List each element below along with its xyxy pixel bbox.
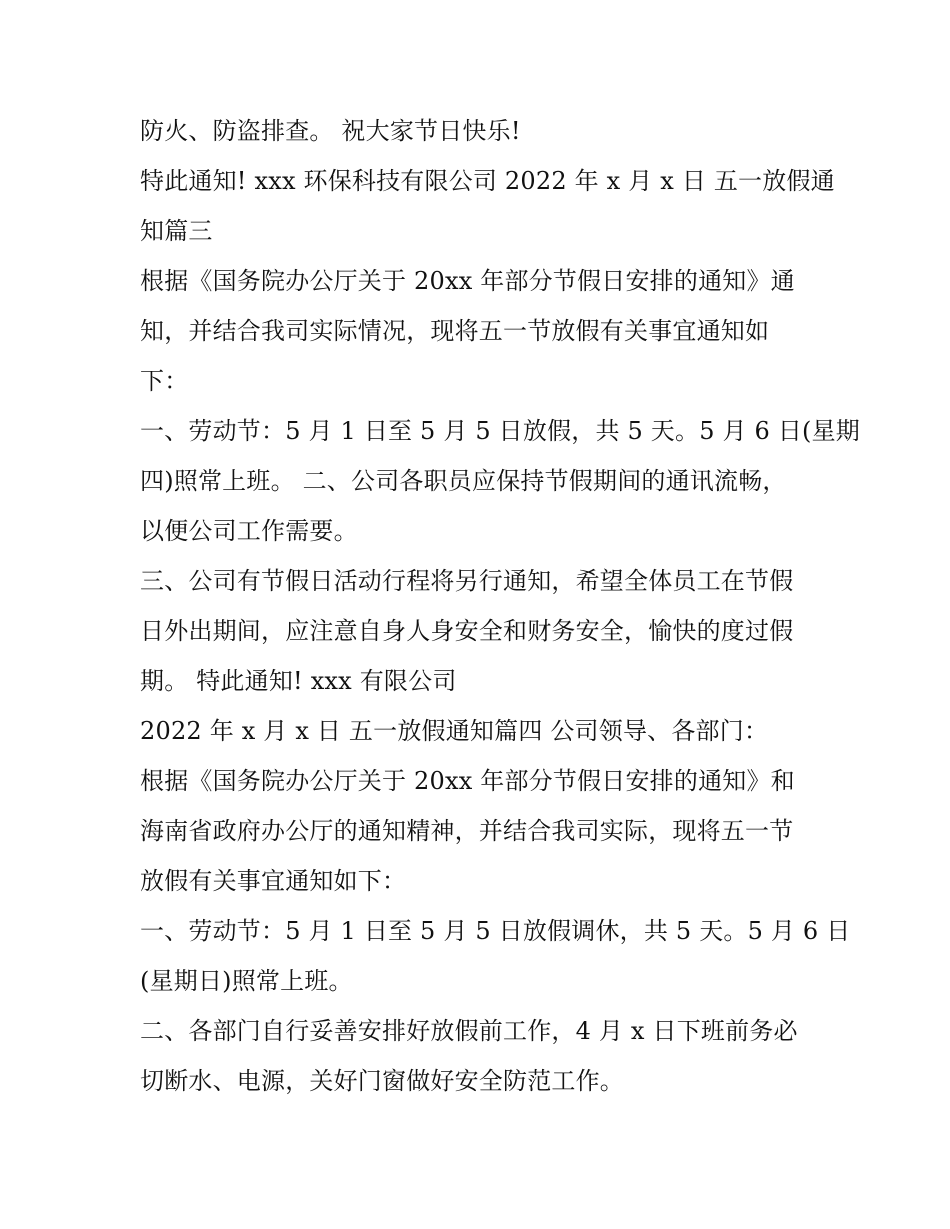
text-line: 知，并结合我司实际情况，现将五一节放假有关事宜通知如	[140, 317, 770, 345]
text-line: 四)照常上班。 二、公司各职员应保持节假期间的通讯流畅，	[140, 467, 787, 495]
text-line: 二、各部门自行妥善安排好放假前工作，4 月 x 日下班前务必	[140, 1017, 798, 1045]
text-line: 知篇三	[140, 217, 213, 245]
text-line: 根据《国务院办公厅关于 20xx 年部分节假日安排的通知》通	[140, 267, 795, 295]
text-line: 2022 年 x 月 x 日 五一放假通知篇四 公司领导、各部门：	[140, 717, 769, 745]
text-line: 以便公司工作需要。	[140, 517, 358, 545]
text-line: 切断水、电源，关好门窗做好安全防范工作。	[140, 1067, 624, 1095]
text-line: 根据《国务院办公厅关于 20xx 年部分节假日安排的通知》和	[140, 767, 795, 795]
text-line: 期。 特此通知! xxx 有限公司	[140, 667, 457, 695]
text-line: 海南省政府办公厅的通知精神，并结合我司实际，现将五一节	[140, 817, 794, 845]
text-line: 放假有关事宜通知如下：	[140, 867, 407, 895]
text-line: 一、劳动节：5 月 1 日至 5 月 5 日放假调休，共 5 天。5 月 6 日	[140, 917, 851, 945]
text-line: 下：	[140, 367, 189, 395]
document-body	[140, 106, 860, 1106]
text-line: 特此通知! xxx 环保科技有限公司 2022 年 x 月 x 日 五一放假通	[140, 167, 835, 195]
text-line: 日外出期间，应注意自身人身安全和财务安全，愉快的度过假	[140, 617, 794, 645]
text-line: 防火、防盗排查。 祝大家节日快乐!	[140, 117, 521, 145]
text-line: (星期日)照常上班。	[140, 967, 353, 995]
text-line: 一、劳动节：5 月 1 日至 5 月 5 日放假，共 5 天。5 月 6 日(星期	[140, 417, 860, 445]
text-line: 三、公司有节假日活动行程将另行通知，希望全体员工在节假	[140, 567, 794, 595]
